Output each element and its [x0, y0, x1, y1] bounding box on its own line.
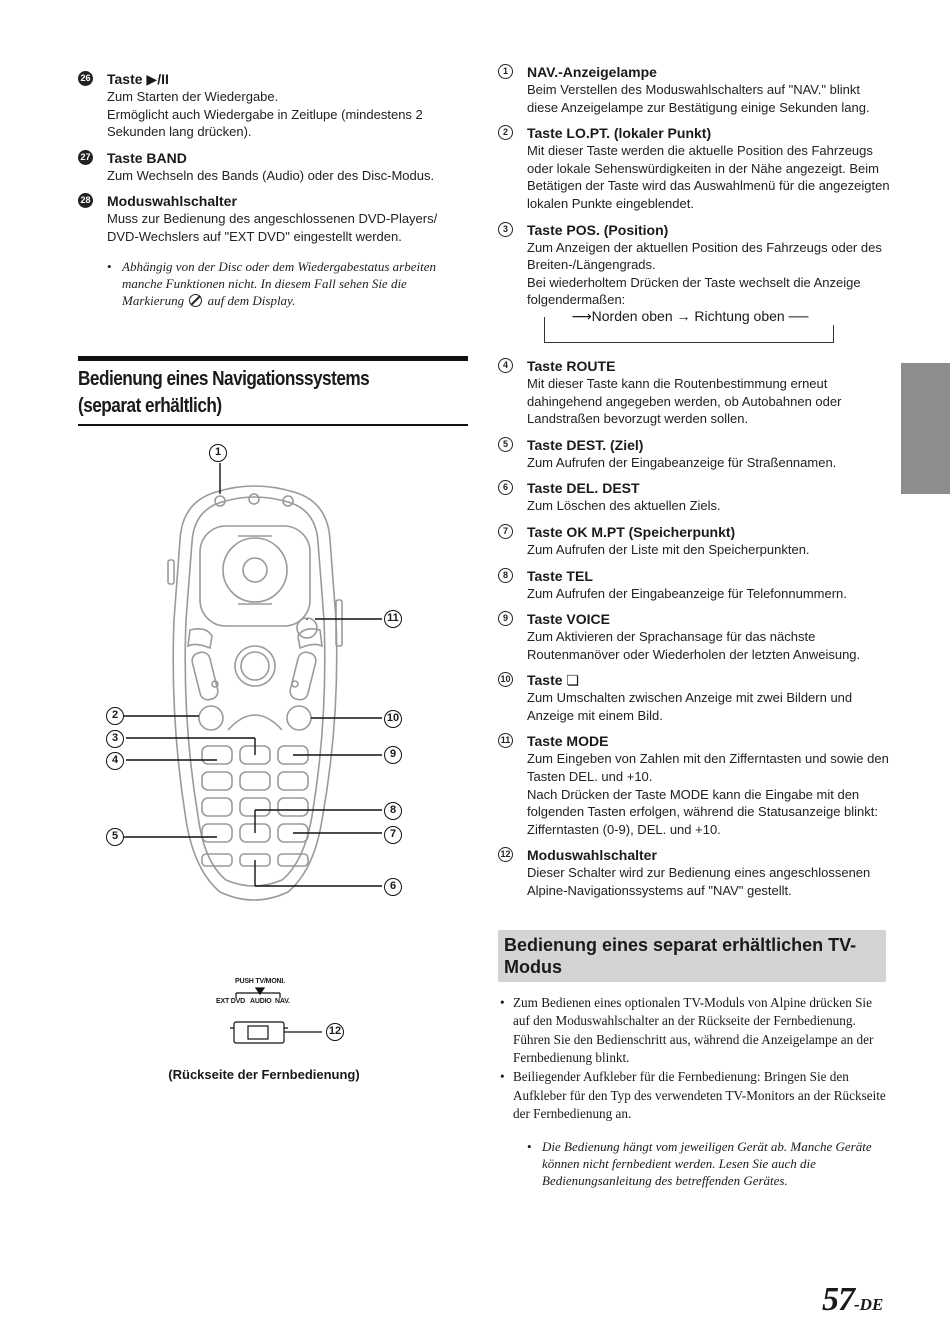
back-side-caption: (Rückseite der Fernbedienung) [168, 1067, 360, 1082]
tv-mode-bullets [498, 994, 890, 1189]
item-description: Zum Aufrufen der Liste mit den Speicherpunkten. [527, 541, 810, 557]
callout-10: 10 [384, 710, 402, 728]
section-heading [78, 356, 468, 426]
item-description: Mit dieser Taste kann die Routenbestimmung erneut dahingehend angegeben werden, ob Autobahnen oder Landstraßen bevorzugt werden sollen. [527, 375, 842, 427]
item-28 [78, 192, 470, 245]
item-description: Zum Umschalten zwischen Anzeige mit zwei Bildern und Anzeige mit einem Bild. [527, 690, 853, 723]
switch-label-audio: AUDIO [250, 998, 272, 1005]
item-title: Taste TEL [527, 567, 593, 584]
item-title: Taste BAND [107, 149, 187, 166]
right-column [498, 63, 890, 1189]
item-number: 12 [498, 847, 513, 862]
callout-1: 1 [209, 444, 227, 462]
item-3 [498, 221, 890, 309]
item-number: 28 [78, 193, 93, 208]
cycle-north-up: Norden oben [591, 307, 673, 324]
item-title: Moduswahlschalter [527, 847, 657, 864]
item-number: 11 [498, 733, 513, 748]
item-11 [498, 732, 890, 838]
item-1 [498, 63, 890, 116]
item-title: Taste ▶/II [107, 71, 169, 87]
remote-control-diagram [78, 430, 470, 1090]
item-8 [498, 567, 890, 603]
callout-8: 8 [384, 802, 402, 820]
item-title: Taste LO.PT. (lokaler Punkt) [527, 125, 712, 142]
item-description: Zum Aktivieren der Sprachansage für das nächste Routenmanöver oder Wiederholen der letzten Anweisung. [527, 629, 861, 662]
item-title: Taste DEST. (Ziel) [527, 436, 644, 453]
note-text-before: Abhängig von der Disc oder dem Wiedergabestatus arbeiten manche Funktionen nicht. In diesem Fall sehen Sie die Markierung [122, 258, 436, 308]
item-number: 10 [498, 672, 513, 687]
callout-7: 7 [384, 826, 402, 844]
item-title: Taste DEL. DEST [527, 480, 640, 497]
cycle-text [545, 307, 835, 325]
item-description: Zum Starten der Wiedergabe. Ermöglicht auch Wiedergabe in Zeitlupe (mindestens 2 Sekunden lang drücken). [107, 89, 423, 140]
item-number: 9 [498, 611, 513, 626]
item-description: Zum Löschen des aktuellen Ziels. [527, 498, 721, 514]
item-12 [498, 846, 890, 899]
item-title: Taste OK M.PT (Speicherpunkt) [527, 523, 736, 540]
item-7 [498, 523, 890, 559]
item-description: Beim Verstellen des Moduswahlschalters auf "NAV." blinkt diese Anzeigelampe zur Bestätigung einige Sekunden lang. [527, 82, 870, 115]
page-number [822, 1281, 883, 1319]
arrow-icon: ⟶ [571, 307, 592, 324]
bullet: • [500, 994, 505, 1010]
item-description: Dieser Schalter wird zur Bedienung eines angeschlossenen Alpine-Navigationssystems auf "NAV" gestellt. [527, 865, 871, 899]
section-heading-line2: (separat erhältlich) [78, 395, 222, 417]
page-number-suffix: -DE [854, 1295, 884, 1314]
tv-note-text: Die Bedienung hängt vom jeweiligen Gerät ab. Manche Geräte können nicht fernbedient werden. Lesen Sie auch die Bedienungsanleitung des betreffenden Gerätes. [542, 1138, 872, 1188]
item-description: Mit dieser Taste werden die aktuelle Position des Fahrzeugs oder lokale Sehenswürdigkeiten in der Nähe angezeigt. Beim Betätigen der Taste wird das Auswahlmenü für die angezeigten lokalen Punkte eingeblendet. [527, 143, 890, 211]
item-title: Taste POS. (Position) [527, 221, 669, 238]
item-description: Zum Aufrufen der Eingabeanzeige für Straßennamen. [527, 454, 837, 470]
item-5 [498, 436, 890, 472]
list-item [498, 994, 890, 1068]
bullet: • [500, 1069, 505, 1084]
item-number: 8 [498, 568, 513, 583]
item-10 [498, 671, 890, 724]
callout-3: 3 [106, 730, 124, 748]
page-number-value: 57 [822, 1281, 854, 1318]
bullet-text: Beiliegender Aufkleber für die Fernbedienung: Bringen Sie den Aufkleber für den Typ des verwendeten TV-Monitors an der Rückseite der Fernbedienung an. [513, 1069, 886, 1122]
line-segment: ── [788, 307, 809, 324]
bullet-text: Zum Bedienen eines optionalen TV-Moduls von Alpine drücken Sie auf den Moduswahlschalter an der Rückseite der Fernbedienung. Führen Sie den Bedienschritt aus, während die Anzeigelampe an der Fernbedienung blinkt. [513, 994, 874, 1066]
callout-9: 9 [384, 746, 402, 764]
tv-note [527, 1138, 890, 1189]
item-number: 26 [78, 71, 93, 86]
item-description: Zum Aufrufen der Eingabeanzeige für Telefonnummern. [527, 585, 847, 601]
remote-control-drawing [78, 430, 470, 1090]
switch-label-nav: NAV. [275, 998, 290, 1005]
item-27 [78, 149, 470, 185]
item-title: Taste VOICE [527, 611, 610, 628]
prohibited-icon [189, 294, 202, 307]
disc-note [107, 258, 470, 309]
callout-2: 2 [106, 707, 124, 725]
bullet: • [107, 258, 112, 274]
item-number: 4 [498, 358, 513, 373]
position-cycle-diagram [544, 307, 834, 343]
item-number: 27 [78, 150, 93, 165]
item-description: Muss zur Bedienung des angeschlossenen DVD-Players/ DVD-Wechslers auf "EXT DVD" eingestellt werden. [107, 211, 438, 244]
item-title: Taste MODE [527, 733, 609, 750]
item-description: Zum Wechseln des Bands (Audio) oder des Disc-Modus. [107, 167, 435, 183]
callout-12: 12 [326, 1023, 344, 1041]
item-number: 6 [498, 480, 513, 495]
section-side-tab [901, 363, 950, 494]
list-item [498, 1068, 890, 1124]
note-text-after: auf dem Display. [207, 292, 296, 308]
cycle-heading-up: Richtung oben [694, 307, 785, 324]
callout-11: 11 [384, 610, 402, 628]
item-6 [498, 479, 890, 515]
left-column [78, 70, 470, 309]
item-description: Zum Anzeigen der aktuellen Position des Fahrzeugs oder des Breiten-/Längengrads. Bei wiederholtem Drücken der Taste wechselt die Anzeige folgendermaßen: [527, 239, 882, 308]
switch-label-ext-dvd: EXT DVD [216, 998, 245, 1005]
item-26 [78, 70, 470, 141]
item-number: 7 [498, 524, 513, 539]
item-description: Zum Eingeben von Zahlen mit den Zifferntasten und sowie den Tasten DEL. und +10. Nach Drücken der Taste MODE kann die Eingabe mit den folgenden Tasten erfolgen, während die Statusanzeige blinkt: Zifferntasten (0-9), DEL. und +10. [527, 751, 889, 837]
tv-mode-heading: Bedienung eines separat erhältlichen TV-Modus [498, 930, 886, 982]
item-title: NAV.-Anzeigelampe [527, 64, 657, 80]
item-9 [498, 610, 890, 663]
item-number: 2 [498, 125, 513, 140]
item-title: Taste ROUTE [527, 357, 616, 374]
callout-4: 4 [106, 752, 124, 770]
item-4 [498, 357, 890, 428]
item-2 [498, 124, 890, 212]
bullet: • [527, 1138, 532, 1154]
item-number: 3 [498, 222, 513, 237]
item-title: Taste ❏ [527, 672, 579, 689]
item-title: Moduswahlschalter [107, 193, 237, 210]
switch-label-push-tv: PUSH TV/MONI. [235, 978, 285, 985]
section-heading-line1: Bedienung eines Navigationssystems [78, 368, 370, 390]
callout-6: 6 [384, 878, 402, 896]
callout-5: 5 [106, 828, 124, 846]
arrow-icon: → [676, 307, 691, 324]
item-number: 5 [498, 437, 513, 452]
item-number: 1 [498, 64, 513, 79]
